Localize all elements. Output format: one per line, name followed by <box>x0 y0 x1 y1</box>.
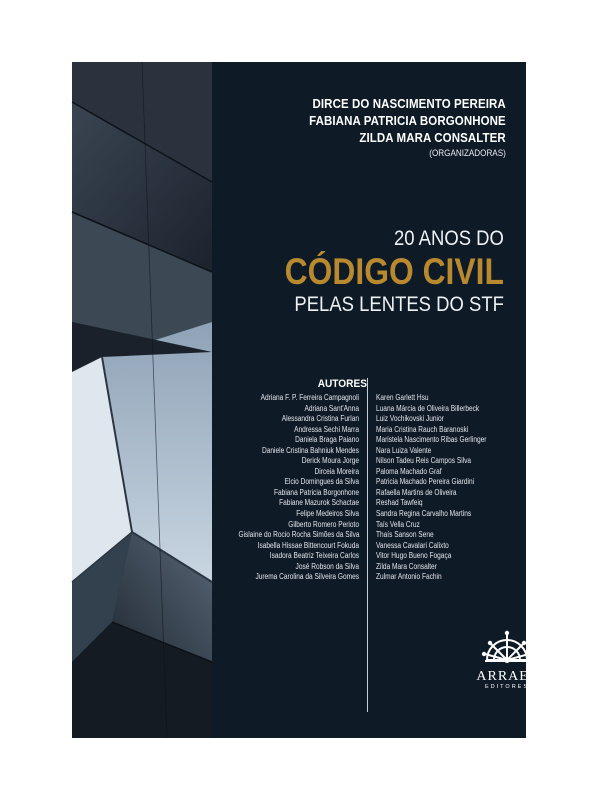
book-cover <box>72 62 538 738</box>
author-name: Gilberto Romero Perioto <box>288 519 359 529</box>
author-name: Andressa Sechi Marra <box>294 424 359 434</box>
author-name: Reshad Tawfeiq <box>376 498 423 508</box>
author-name: Luiz Vochikovski Junior <box>376 414 444 424</box>
author-name: Adriana Sant'Anna <box>304 403 359 413</box>
author-name: Nilson Tadeu Reis Campos Silva <box>376 456 472 466</box>
organizer-name: ZILDA MARA CONSALTER <box>359 131 506 145</box>
author-name: Paloma Machado Graf <box>376 466 442 476</box>
author-name: Gislaine do Rocio Rocha Simões da Silva <box>238 530 360 540</box>
organizers-role: (ORGANIZADORAS) <box>429 148 506 158</box>
author-name: Daniele Cristina Bahniuk Mendes <box>261 445 359 455</box>
author-name: Thaís Sanson Sene <box>376 530 434 540</box>
author-name: Dirceia Moreira <box>314 466 359 476</box>
authors-column-right <box>376 393 526 583</box>
author-name: Maria Cristina Rauch Baranoski <box>376 424 469 434</box>
author-name: Nara Luiza Valente <box>376 445 432 455</box>
publisher-logo <box>467 630 547 691</box>
organizer-name: FABIANA PATRICIA BORGONHONE <box>309 114 506 128</box>
book-title <box>249 226 504 318</box>
architecture-photo <box>72 62 212 738</box>
author-name: Karen Garlett Hsu <box>376 393 429 402</box>
author-name: Patricia Machado Pereira Giardini <box>376 477 475 487</box>
author-name: Taís Vella Cruz <box>376 519 420 529</box>
author-name: Zilda Mara Consalter <box>376 561 437 571</box>
author-name: Vitor Hugo Bueno Fogaça <box>376 551 452 561</box>
author-name: Luana Márcia de Oliveira Billerbeck <box>376 403 480 413</box>
title-line-3: PELAS LENTES DO STF <box>294 293 504 316</box>
author-name: Daniela Braga Paiano <box>295 435 359 445</box>
author-name: Isabella Hissae Bittencourt Fokuda <box>257 540 359 550</box>
author-name: Zulmar Antonio Fachin <box>376 572 442 582</box>
author-name: Adriana F. P. Ferreira Campagnoli <box>260 393 359 402</box>
author-name: Vanessa Cavalari Calixto <box>376 540 449 550</box>
author-name: Sandra Regina Carvalho Martins <box>376 509 472 519</box>
author-name: Maristela Nascimento Ribas Gerlinger <box>376 435 487 445</box>
author-name: Isadora Beatriz Teixeira Carlos <box>269 551 359 561</box>
authors-column-left <box>212 393 359 583</box>
author-name: Alessandra Cristina Furlan <box>281 414 359 424</box>
author-name: Felipe Medeiros Silva <box>296 509 359 519</box>
author-name: Elcio Domingues da Silva <box>284 477 359 487</box>
title-line-2: CÓDIGO CIVIL <box>284 251 504 292</box>
author-name: José Robson da Silva <box>295 561 359 571</box>
author-name: Derick Moura Jorge <box>301 456 359 466</box>
organizers-block <box>292 96 506 160</box>
publisher-subtitle: EDITORES <box>484 684 529 690</box>
author-name: Fabiane Mazurok Schactae <box>279 498 359 508</box>
authors-heading: AUTORES <box>317 378 367 390</box>
author-name: Jurema Carolina da Silveira Gomes <box>255 572 359 582</box>
publisher-name: ARRAES <box>476 669 538 684</box>
title-line-1: 20 ANOS DO <box>394 227 504 250</box>
organizer-name: DIRCE DO NASCIMENTO PEREIRA <box>312 97 506 111</box>
author-name: Fabiana Patricia Borgonhone <box>274 487 359 497</box>
cover-text-area <box>212 62 538 738</box>
authors-divider <box>367 378 368 712</box>
author-name: Rafaella Martins de Oliveira <box>376 487 457 497</box>
ship-wheel-icon <box>482 630 532 664</box>
